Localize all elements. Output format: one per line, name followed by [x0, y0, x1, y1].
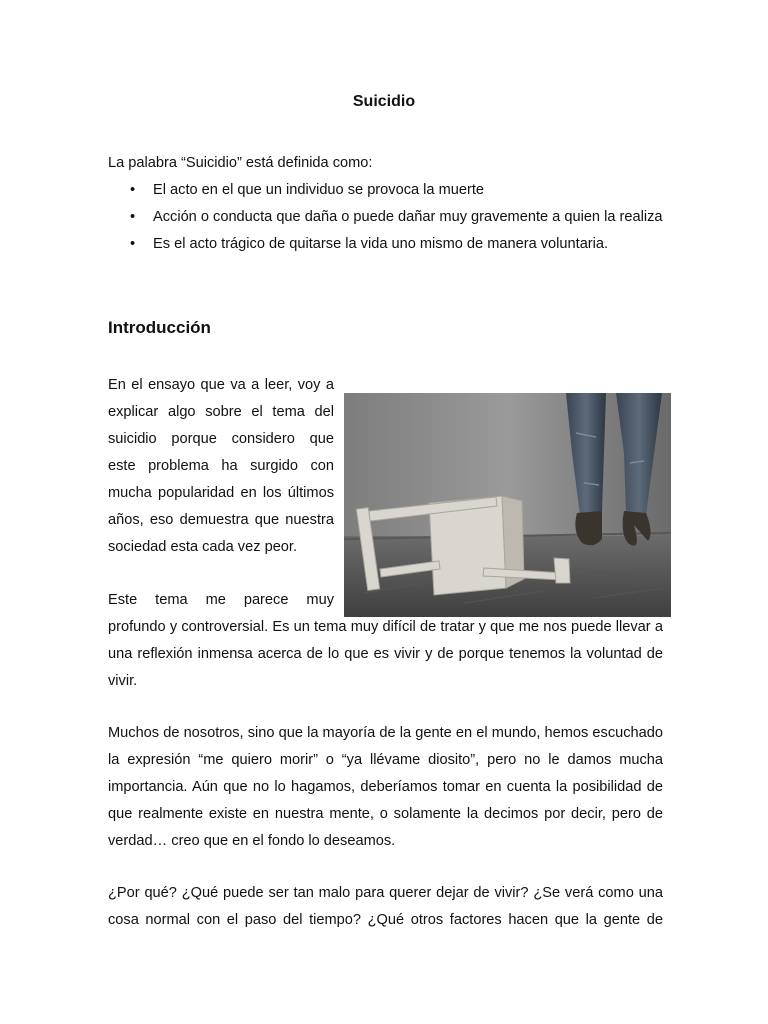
paragraph-line: Este tema me parece muy: [108, 592, 334, 608]
section-heading: Introducción: [108, 318, 211, 337]
fourth-paragraph: ¿Por qué? ¿Qué puede ser tan malo para querer dejar de vivir? ¿Se verá como una cosa normal con el paso del tiempo? ¿Qué otros factores hacen que la gente de: [108, 885, 663, 928]
definition-intro: La palabra “Suicidio” está definida como:: [108, 155, 373, 171]
paragraph-line: mucha popularidad en los últimos: [108, 485, 334, 501]
chair-photo: [344, 393, 671, 617]
second-paragraph-start: [108, 587, 334, 614]
second-paragraph: profundo y controversial. Es un tema muy difícil de tratar y que me nos puede llevar a una reflexión inmensa acerca de lo que es vivir y de porque tenemos la voluntad de vivir.: [108, 619, 663, 689]
paragraph-line: sociedad esta cada vez peor.: [108, 539, 298, 555]
third-paragraph: Muchos de nosotros, sino que la mayoría de la gente en el mundo, hemos escuchado la expresión “me quiero morir” o “ya llévame diosito”, pero no le damos mucha importancia. Aún que no lo hagamos, deberíamos tomar en cuenta la posibilidad de que realmente existe en nuestra mente, o solamente la decimos por decir, pero de verdad… creo que en el fondo lo deseamos.: [108, 725, 663, 849]
bullet-icon: •: [130, 209, 136, 225]
intro-paragraph: [108, 372, 334, 561]
list-item: • Es el acto trágico de quitarse la vida uno mismo de manera voluntaria.: [108, 231, 663, 258]
list-item: • Acción o conducta que daña o puede dañar muy gravemente a quien la realiza: [108, 204, 663, 231]
definition-list: [108, 177, 663, 258]
paragraph-line: explicar algo sobre el tema del: [108, 404, 334, 420]
paragraph-line: En el ensayo que va a leer, voy a: [108, 377, 334, 393]
paragraph-line: este problema ha surgido con: [108, 458, 334, 474]
list-item: • El acto en el que un individuo se provoca la muerte: [108, 177, 663, 204]
page-title: Suicidio: [352, 93, 416, 110]
paragraph-line: años, eso demuestra que nuestra: [108, 512, 334, 528]
bullet-icon: •: [130, 182, 136, 198]
bullet-icon: •: [130, 236, 136, 252]
paragraph-line: suicidio porque considero que: [108, 431, 334, 447]
